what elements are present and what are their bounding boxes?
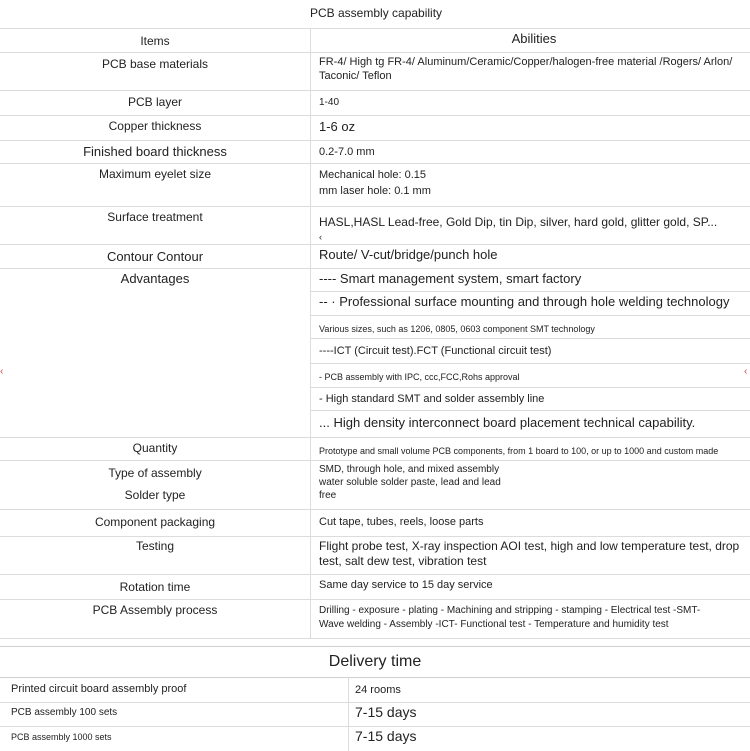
items-header: Items <box>140 34 170 48</box>
row-value-line: Drilling - exposure - plating - Machining and stripping - stamping - Electrical test -SMT- <box>319 605 701 616</box>
row-label: Contour Contour <box>106 249 204 264</box>
row-value-line: HASL,HASL Lead-free, Gold Dip, tin Dip, silver, hard gold, glitter gold, SP... <box>319 215 718 229</box>
table-row <box>0 52 750 91</box>
row-label: Copper thickness <box>108 119 202 133</box>
row-value-line: Taconic/ Teflon <box>319 70 392 82</box>
advantages-label: Advantages <box>120 271 190 286</box>
row-value <box>319 215 744 245</box>
table-row <box>0 437 750 461</box>
row-label: Rotation time <box>119 580 191 594</box>
row-value-line: Flight probe test, X-ray inspection AOI test, high and low temperature test, drop <box>319 539 740 553</box>
delivery-row <box>0 726 750 750</box>
row-label: Testing <box>135 539 175 553</box>
row-value: 1-6 oz <box>319 119 356 134</box>
advantage-item <box>311 291 750 316</box>
row-value: Prototype and small volume PCB components, from 1 board to 100, or up to 1000 and custom made <box>319 446 719 456</box>
row-label: PCB layer <box>127 95 183 109</box>
delivery-value: 7-15 days <box>355 704 417 720</box>
row-value <box>319 539 744 569</box>
advantage-item <box>311 338 750 364</box>
delivery-row <box>0 702 750 727</box>
row-value: Route/ V-cut/bridge/punch hole <box>319 247 498 262</box>
header-row <box>0 28 750 53</box>
advantage-text: Various sizes, such as 1206, 0805, 0603 component SMT technology <box>319 324 595 334</box>
table-row <box>0 115 750 141</box>
advantage-item <box>311 387 750 411</box>
table-row <box>0 574 750 600</box>
table-row <box>0 163 750 207</box>
row-value-line: Mechanical hole: 0.15 <box>319 169 427 181</box>
row-value-line: FR-4/ High tg FR-4/ Aluminum/Ceramic/Copper/halogen-free material /Rogers/ Arlon/ <box>319 56 733 68</box>
table-row <box>0 90 750 116</box>
delivery-value: 7-15 days <box>355 728 417 744</box>
row-value: free <box>319 490 337 501</box>
table-row <box>0 206 750 245</box>
right-edge-marker: ‹ <box>744 366 748 377</box>
advantage-item <box>311 268 750 292</box>
row-label: Component packaging <box>94 515 216 529</box>
row-value-line: ‹ <box>319 232 322 242</box>
advantage-item <box>311 363 750 388</box>
left-edge-marker: ‹ <box>0 366 4 377</box>
table-row <box>0 244 750 269</box>
advantage-text: - PCB assembly with IPC, ccc,FCC,Rohs approval <box>319 372 520 382</box>
row-label: Solder type <box>124 488 186 502</box>
delivery-value: 24 rooms <box>355 684 401 696</box>
row-label: Maximum eyelet size <box>98 167 212 181</box>
advantage-text: ... High density interconnect board placement technical capability. <box>319 415 696 430</box>
row-label: Surface treatment <box>107 210 203 224</box>
row-value <box>319 604 744 632</box>
row-label: PCB Assembly process <box>92 603 218 617</box>
table-title-text: PCB assembly capability <box>310 6 443 20</box>
advantage-text: ----ICT (Circuit test).FCT (Functional circuit test) <box>319 345 552 357</box>
advantage-item <box>311 315 750 339</box>
row-label: Quantity <box>132 441 178 455</box>
row-value-line: water soluble solder paste, lead and lead <box>319 477 501 488</box>
table-row <box>0 460 750 510</box>
advantage-item <box>0 410 750 438</box>
delivery-label: Printed circuit board assembly proof <box>11 683 187 695</box>
delivery-label: PCB assembly 1000 sets <box>11 732 112 742</box>
delivery-row <box>0 677 750 703</box>
table-row <box>0 509 750 537</box>
row-label: Finished board thickness <box>83 144 227 159</box>
advantage-text: ---- Smart management system, smart factory <box>319 271 582 286</box>
table-row <box>0 536 750 575</box>
delivery-label: PCB assembly 100 sets <box>11 707 118 718</box>
advantage-text: - High standard SMT and solder assembly line <box>319 393 545 405</box>
row-label: PCB base materials <box>101 57 209 71</box>
row-value <box>319 167 744 199</box>
delivery-title: Delivery time <box>0 647 750 678</box>
row-value: Same day service to 15 day service <box>319 579 493 591</box>
row-value-line: SMD, through hole, and mixed assembly <box>319 464 500 475</box>
advantage-text: -- · Professional surface mounting and through hole welding technology <box>319 294 730 309</box>
row-label: Type of assembly <box>108 466 202 480</box>
row-value-line: mm laser hole: 0.1 mm <box>319 185 431 197</box>
table-row <box>0 140 750 164</box>
delivery-table <box>0 646 750 751</box>
row-value: Cut tape, tubes, reels, loose parts <box>319 516 484 528</box>
row-value: 0.2-7.0 mm <box>319 146 375 158</box>
row-value-line: test, salt dew test, vibration test <box>319 554 487 568</box>
row-value <box>319 55 744 83</box>
row-value-line: Wave welding - Assembly -ICT- Functional test - Temperature and humidity test <box>319 619 669 630</box>
abilities-header: Abilities <box>511 31 557 46</box>
row-value: 1-40 <box>319 97 340 108</box>
table-row <box>0 599 750 639</box>
table-title <box>0 0 750 29</box>
